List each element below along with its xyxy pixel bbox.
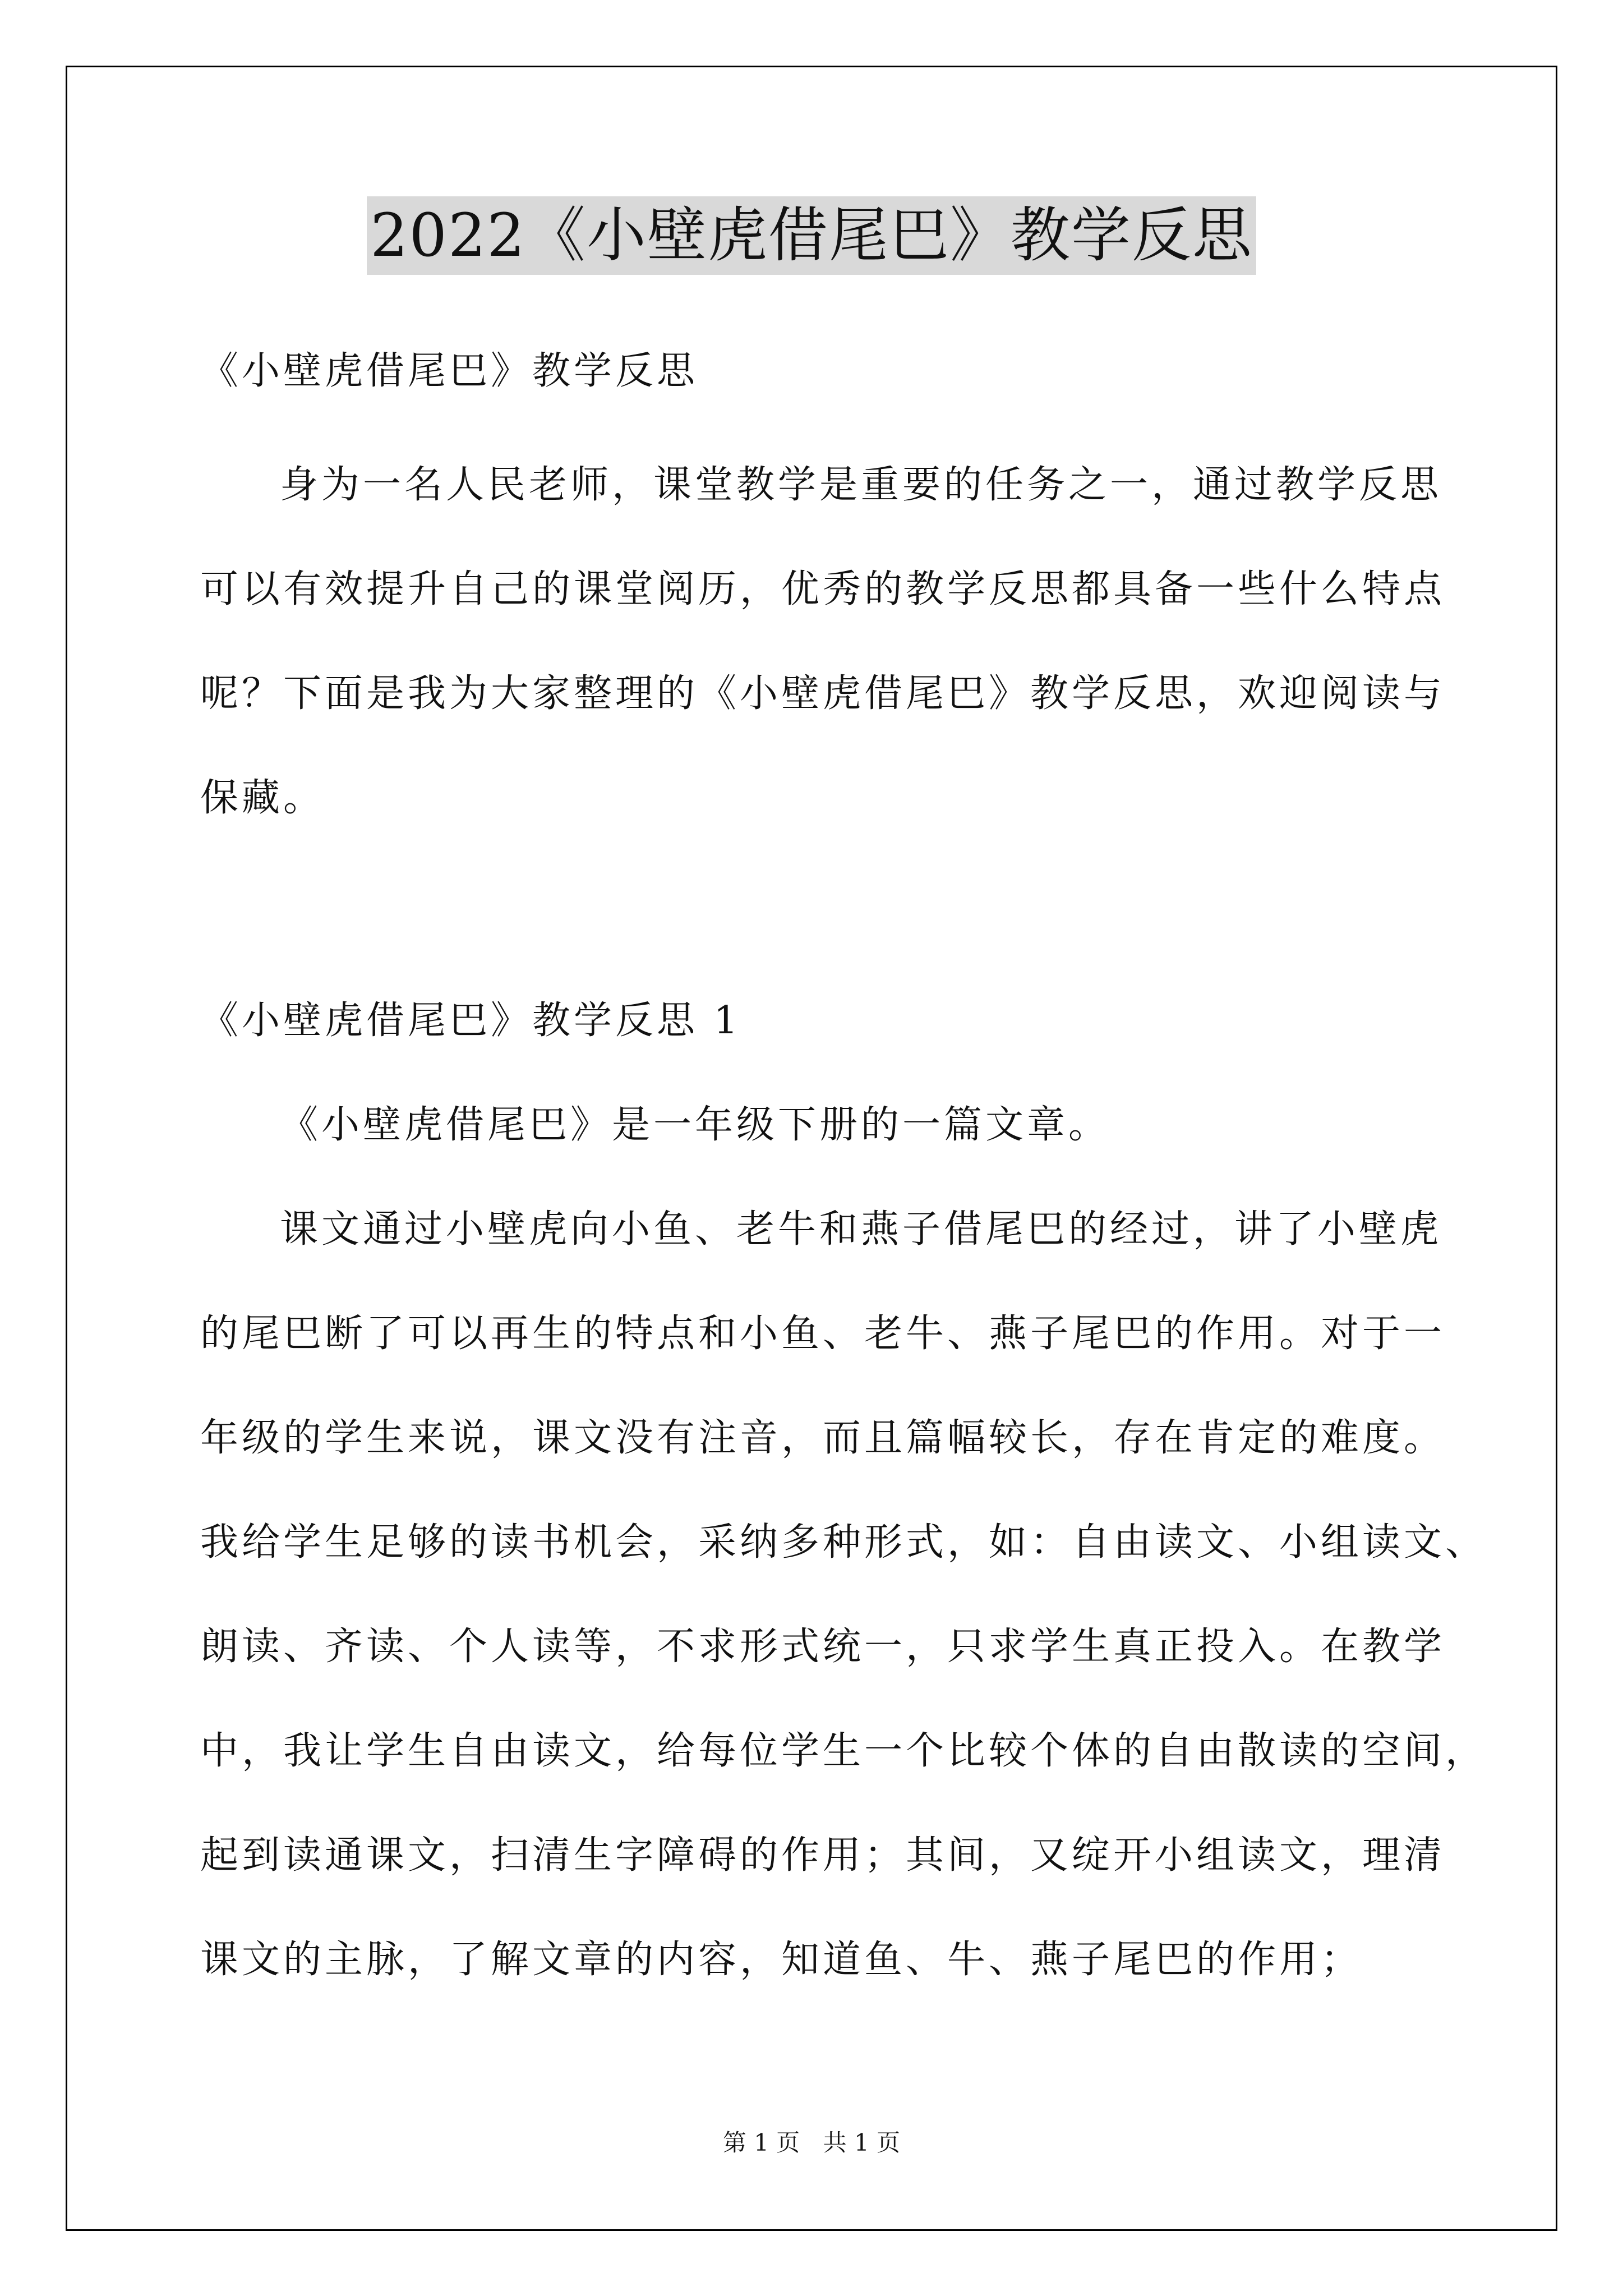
page-total: 共 1 页 <box>823 2129 901 2156</box>
paragraph-line: 保藏。 <box>200 776 325 820</box>
paragraph-line: 朗读、齐读、个人读等，不求形式统一，只求学生真正投入。在教学 <box>200 1625 1446 1669</box>
section-heading: 《小壁虎借尾巴》教学反思 1 <box>200 999 741 1043</box>
paragraph-line: 的尾巴断了可以再生的特点和小鱼、老牛、燕子尾巴的作用。对于一 <box>200 1312 1446 1356</box>
subtitle-line: 《小壁虎借尾巴》教学反思 <box>200 349 699 393</box>
paragraph-line: 我给学生足够的读书机会，采纳多种形式，如：自由读文、小组读文、 <box>200 1520 1487 1565</box>
paragraph-line: 起到读通课文，扫清生字障碍的作用；其间，又绽开小组读文，理清 <box>200 1833 1446 1878</box>
document-title: 2022《小壁虎借尾巴》教学反思 <box>367 196 1256 275</box>
paragraph-line: 呢？下面是我为大家整理的《小壁虎借尾巴》教学反思，欢迎阅读与 <box>200 671 1446 716</box>
paragraph-line: 课文的主脉，了解文章的内容，知道鱼、牛、燕子尾巴的作用； <box>200 1938 1363 1982</box>
page-footer <box>0 2126 1623 2160</box>
title-wrap <box>0 196 1623 275</box>
page-number: 第 1 页 <box>722 2129 800 2156</box>
paragraph-line: 《小壁虎借尾巴》是一年级下册的一篇文章。 <box>280 1103 1110 1147</box>
paragraph-line: 可以有效提升自己的课堂阅历，优秀的教学反思都具备一些什么特点 <box>200 567 1446 611</box>
paragraph-line: 身为一名人民老师，课堂教学是重要的任务之一，通过教学反思 <box>280 463 1442 507</box>
paragraph-line: 年级的学生来说，课文没有注音，而且篇幅较长，存在肯定的难度。 <box>200 1416 1446 1460</box>
paragraph-line: 课文通过小壁虎向小鱼、老牛和燕子借尾巴的经过，讲了小壁虎 <box>280 1207 1442 1251</box>
paragraph-line: 中，我让学生自由读文，给每位学生一个比较个体的自由散读的空间， <box>200 1729 1487 1773</box>
